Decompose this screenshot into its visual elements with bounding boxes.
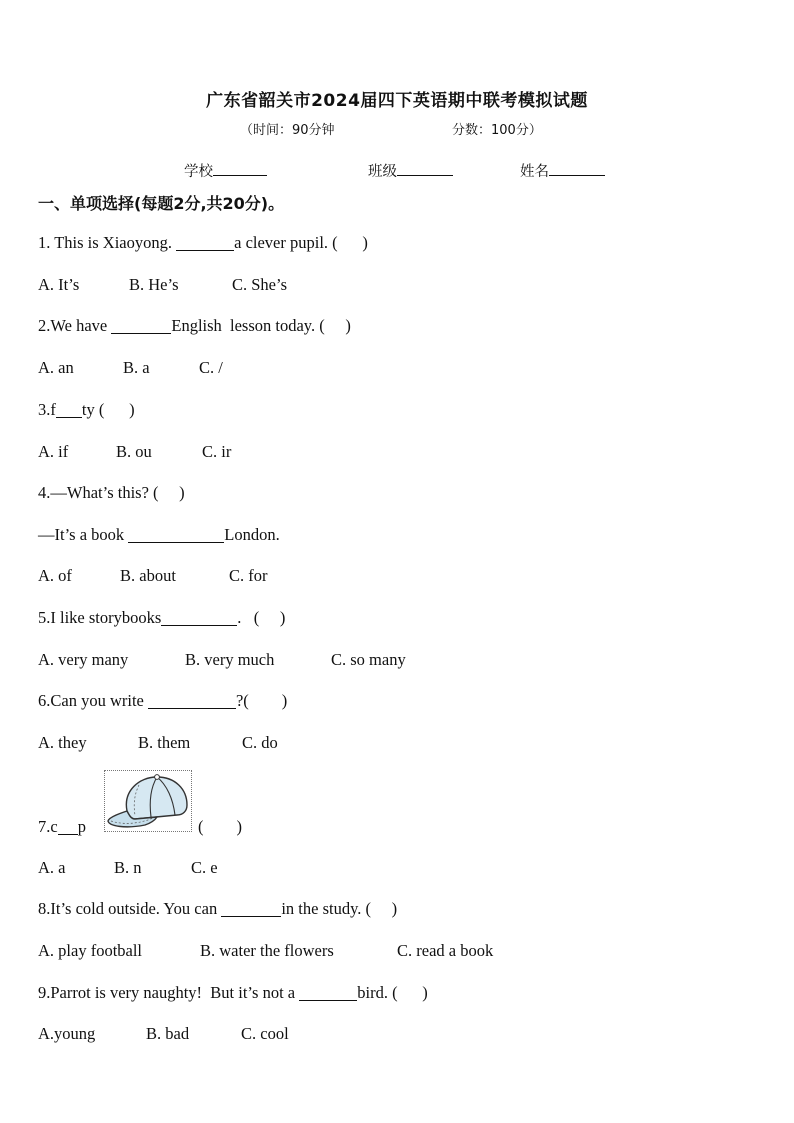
question-text: . ( ) bbox=[237, 608, 286, 627]
question-text: p bbox=[77, 817, 86, 836]
question-text: 7.c bbox=[38, 817, 58, 836]
option-a[interactable]: A.young bbox=[38, 1024, 96, 1043]
question-text: 1. This is Xiaoyong. bbox=[38, 233, 177, 252]
question-text: 3.f bbox=[38, 400, 56, 419]
option-c[interactable]: C. ir bbox=[202, 442, 232, 461]
question-text: in the study. ( ) bbox=[281, 899, 398, 918]
option-b[interactable]: B. bad bbox=[146, 1024, 190, 1043]
option-a[interactable]: A. a bbox=[38, 858, 66, 877]
question-text: 5.I like storybooks bbox=[38, 608, 162, 627]
question-7 bbox=[38, 817, 86, 837]
option-a[interactable]: A. if bbox=[38, 442, 69, 461]
answer-blank[interactable] bbox=[161, 609, 237, 626]
answer-blank[interactable] bbox=[111, 317, 171, 334]
option-c[interactable]: C. e bbox=[191, 858, 218, 877]
option-b[interactable]: B. He’s bbox=[129, 275, 179, 294]
question-3 bbox=[38, 400, 135, 420]
answer-blank[interactable] bbox=[176, 234, 234, 251]
question-text: —It’s a book bbox=[38, 525, 129, 544]
option-c[interactable]: C. She’s bbox=[232, 275, 288, 294]
option-b[interactable]: B. about bbox=[120, 566, 176, 585]
answer-blank[interactable] bbox=[148, 692, 236, 709]
option-c[interactable]: C. for bbox=[229, 566, 268, 585]
exam-score: 分数：100分） bbox=[452, 123, 542, 138]
option-c[interactable]: C. do bbox=[242, 733, 278, 752]
question-4 bbox=[38, 483, 185, 503]
question-5 bbox=[38, 608, 285, 628]
question-text: English lesson today. ( ) bbox=[171, 316, 351, 335]
question-text: bird. ( ) bbox=[357, 983, 428, 1002]
options-6 bbox=[38, 733, 278, 753]
question-6 bbox=[38, 691, 287, 711]
class-blank[interactable] bbox=[397, 161, 453, 176]
name-label: 姓名 bbox=[520, 164, 549, 180]
name-field bbox=[520, 160, 605, 181]
option-c[interactable]: C. read a book bbox=[397, 941, 494, 960]
options-1 bbox=[38, 275, 287, 295]
exam-time: （时间：90分钟 bbox=[240, 123, 335, 138]
option-c[interactable]: C. / bbox=[199, 358, 223, 377]
question-text: ?( ) bbox=[235, 691, 288, 710]
question-text: 8.It’s cold outside. You can bbox=[38, 899, 222, 918]
option-b[interactable]: B. n bbox=[114, 858, 142, 877]
option-a[interactable]: A. very many bbox=[38, 650, 129, 669]
option-b[interactable]: B. ou bbox=[116, 442, 152, 461]
answer-blank[interactable] bbox=[128, 526, 224, 543]
question-text: a clever pupil. ( ) bbox=[234, 233, 368, 252]
options-4 bbox=[38, 566, 268, 586]
option-a[interactable]: A. they bbox=[38, 733, 87, 752]
option-a[interactable]: A. of bbox=[38, 566, 72, 585]
question-text: 9.Parrot is very naughty! But it’s not a bbox=[38, 983, 300, 1002]
answer-blank[interactable] bbox=[299, 984, 357, 1001]
class-label: 班级 bbox=[368, 164, 397, 180]
option-b[interactable]: B. them bbox=[138, 733, 191, 752]
school-label: 学校 bbox=[184, 164, 213, 180]
options-2 bbox=[38, 358, 223, 378]
class-field bbox=[368, 160, 453, 181]
option-b[interactable]: B. water the flowers bbox=[200, 941, 334, 960]
baseball-cap-icon bbox=[105, 771, 191, 831]
question-4-line-2 bbox=[38, 525, 280, 545]
answer-blank[interactable] bbox=[221, 900, 281, 917]
answer-blank[interactable] bbox=[56, 401, 82, 418]
question-2 bbox=[38, 316, 351, 336]
question-text: London. bbox=[224, 525, 280, 544]
option-a[interactable]: A. It’s bbox=[38, 275, 80, 294]
question-text: 4.—What’s this? ( ) bbox=[38, 483, 185, 502]
question-text: 2.We have bbox=[38, 316, 112, 335]
options-9 bbox=[38, 1024, 289, 1044]
options-8 bbox=[38, 941, 493, 961]
options-3 bbox=[38, 442, 231, 462]
question-1 bbox=[38, 233, 368, 253]
name-blank[interactable] bbox=[549, 161, 605, 176]
option-a[interactable]: A. play football bbox=[38, 941, 143, 960]
answer-blank[interactable] bbox=[58, 818, 78, 835]
options-7 bbox=[38, 858, 218, 878]
option-c[interactable]: C. so many bbox=[331, 650, 406, 669]
question-text: 6.Can you write bbox=[38, 691, 148, 710]
school-field bbox=[184, 160, 267, 181]
question-9 bbox=[38, 983, 428, 1003]
options-5 bbox=[38, 650, 406, 670]
question-8 bbox=[38, 899, 397, 919]
page-title: 广东省韶关市2024届四下英语期中联考模拟试题 bbox=[206, 91, 588, 111]
option-a[interactable]: A. an bbox=[38, 358, 74, 377]
question-7-bracket: ( ) bbox=[198, 817, 242, 836]
option-b[interactable]: B. a bbox=[123, 358, 150, 377]
option-c[interactable]: C. cool bbox=[241, 1024, 289, 1043]
option-b[interactable]: B. very much bbox=[185, 650, 275, 669]
school-blank[interactable] bbox=[213, 161, 267, 176]
question-text: ty ( ) bbox=[81, 400, 135, 419]
section-heading: 一、单项选择(每题2分,共20分)。 bbox=[38, 194, 285, 213]
cap-picture bbox=[104, 770, 192, 832]
